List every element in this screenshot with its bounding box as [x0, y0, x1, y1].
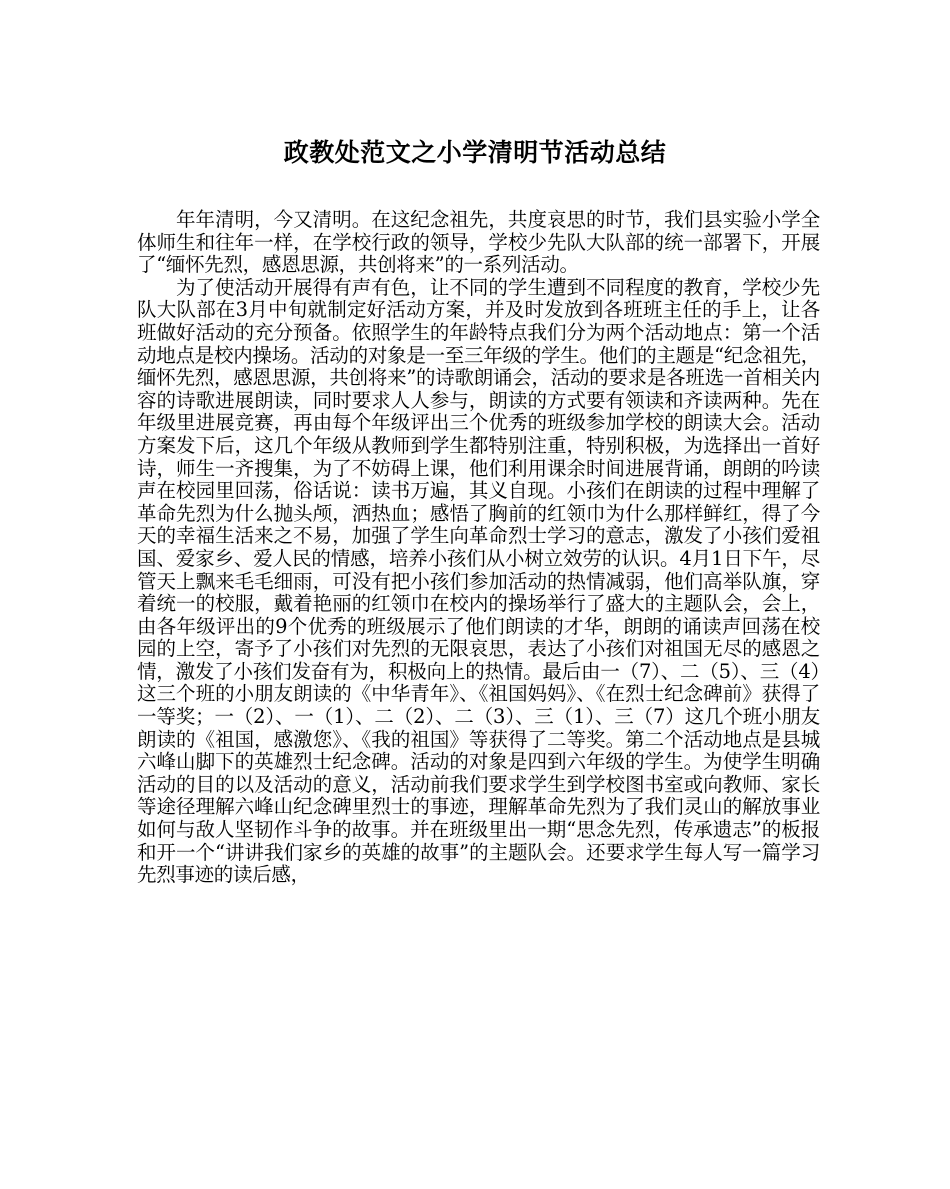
paragraph-intro: 年年清明，今又清明。在这纪念祖先，共度哀思的时节，我们县实验小学全体师生和往年一样，在学校行政的领导，学校少先队大队部的统一部署下，开展了“缅怀先烈，感恩思源，共创将来”的一系列活动。: [137, 208, 820, 277]
paragraph-activities: 为了使活动开展得有声有色，让不同的学生遭到不同程度的教育，学校少先队大队部在3月中旬就制定好活动方案，并及时发放到各班班主任的手上，让各班做好活动的充分预备。依照学生的年龄特点我们分为两个活动地点：第一个活动地点是校内操场。活动的对象是一至三年级的学生。他们的主题是“纪念祖先，缅怀先烈，感恩思源，共创将来”的诗歌朗诵会，活动的要求是各班选一首相关内容的诗歌进展朗读，同时要求人人参与，朗读的方式要有领读和齐读两种。先在年级里进展竞赛，再由每个年级评出三个优秀的班级参加学校的朗读大会。活动方案发下后，这几个年级从教师到学生都特别注重，特别积极，为选择出一首好诗，师生一齐搜集，为了不妨碍上课，他们利用课余时间进展背诵，朗朗的吟读声在校园里回荡，俗话说：读书万遍，其义自现。小孩们在朗读的过程中理解了革命先烈为什么抛头颅，洒热血；感悟了胸前的红领巾为什么那样鲜红，得了今天的幸福生活来之不易，加强了学生向革命烈士学习的意志，激发了小孩们爱祖国、爱家乡、爱人民的情感，培养小孩们从小树立效劳的认识。4月1日下午，尽管天上飘来毛毛细雨，可没有把小孩们参加活动的热情减弱，他们高举队旗，穿着统一的校服，戴着艳丽的红领巾在校内的操场举行了盛大的主题队会，会上，由各年级评出的9个优秀的班级展示了他们朗读的才华，朗朗的诵读声回荡在校园的上空，寄予了小孩们对先烈的无限哀思，表达了小孩们对祖国无尽的感恩之情，激发了小孩们发奋有为，积极向上的热情。最后由一（7）、二（5）、三（4）这三个班的小朋友朗读的《中华青年》、《祖国妈妈》、《在烈士纪念碑前》获得了一等奖；一（2）、一（1）、二（2）、二（3）、三（1）、三（7）这几个班小朋友朗读的《祖国，感激您》、《我的祖国》等获得了二等奖。第二个活动地点是县城六峰山脚下的英雄烈士纪念碑。活动的对象是四到六年级的学生。为使学生明确活动的目的以及活动的意义，活动前我们要求学生到学校图书室或向教师、家长等途径理解六峰山纪念碑里烈士的事迹，理解革命先烈为了我们灵山的解放事业如何与敌人坚韧作斗争的故事。并在班级里出一期“思念先烈，传承遗志”的板报和开一个“讲讲我们家乡的英雄的故事”的主题队会。还要求学生每人写一篇学习先烈事迹的读后感，: [137, 275, 820, 887]
document-body: [137, 209, 820, 887]
document-title: 政教处范文之小学清明节活动总结: [283, 138, 667, 167]
